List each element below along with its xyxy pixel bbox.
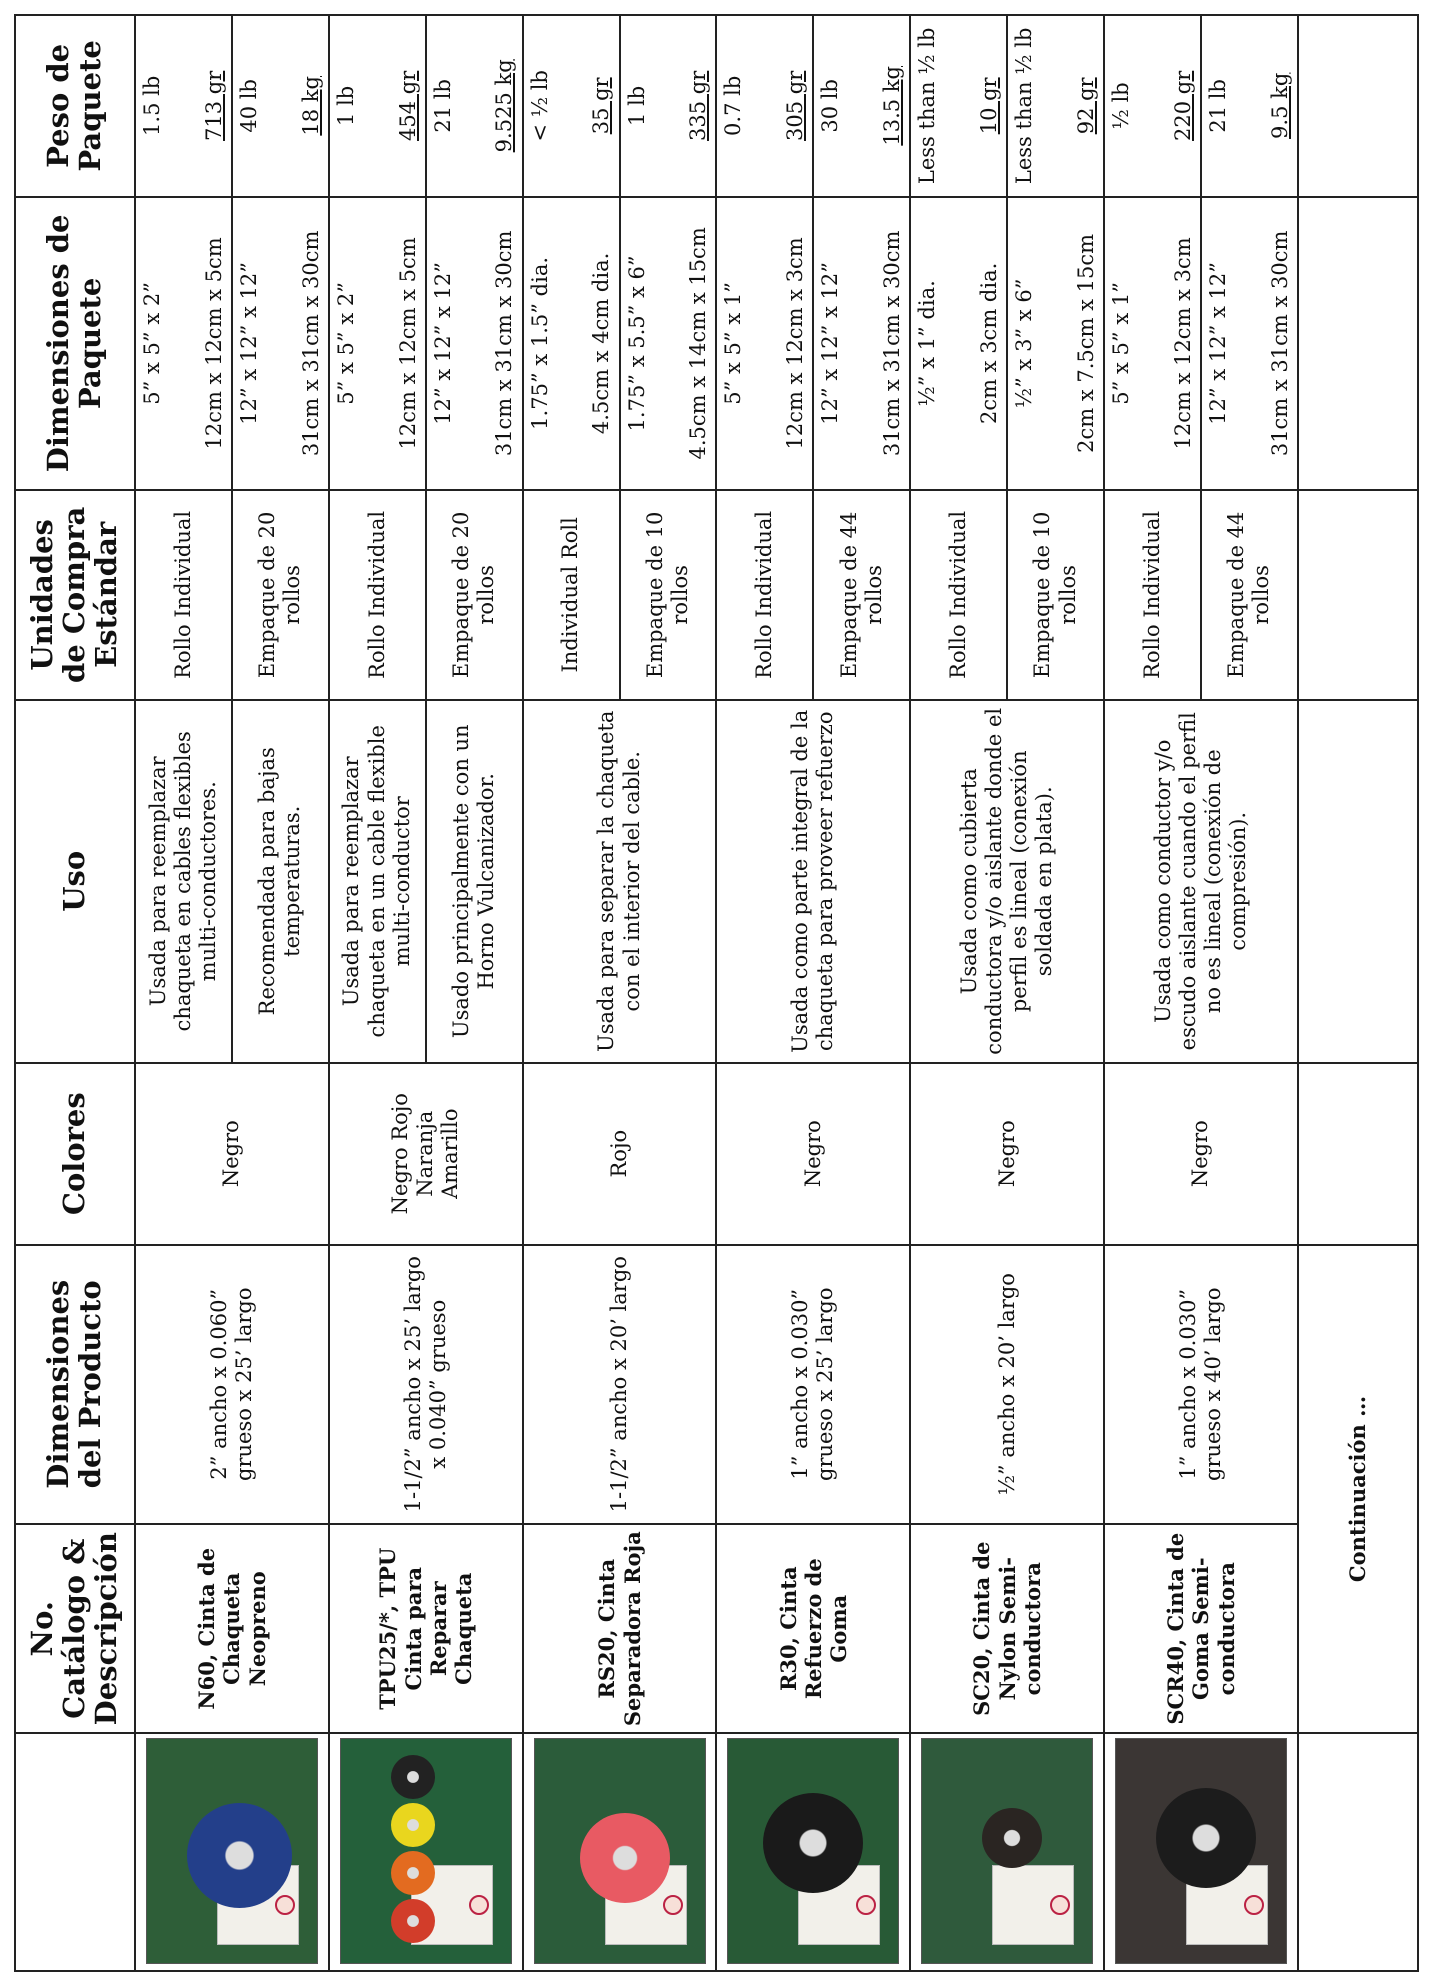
package-weight-imperial: 1 lb [333,85,358,126]
package-weight-imperial: 21 lb [1205,79,1230,133]
package-weight-single [1104,15,1201,197]
product-row [135,15,232,1971]
continuation-blank [1298,490,1418,700]
header-catalog: No. Catálogo & Descripción [15,1524,135,1734]
package-dims-metric: 31cm x 31cm x 30cm [298,230,323,457]
package-weight-imperial: < ½ lb [527,70,552,142]
package-dims-single [523,197,620,490]
continuation-label: Continuación … [1298,1245,1418,1734]
package-dims-metric: 12cm x 12cm x 5cm [201,237,226,450]
unit-single: Rollo Individual [910,490,1007,700]
package-weight-imperial: 30 lb [818,79,843,133]
unit-single: Rollo Individual [329,490,426,700]
continuation-row [1298,15,1418,1971]
continuation-blank [1298,1063,1418,1245]
unit-single: Individual Roll [523,490,620,700]
package-weight-pack [1201,15,1298,197]
package-dims-metric: 12cm x 12cm x 5cm [395,237,420,450]
package-dims-imperial: 5” x 5” x 2” [140,282,164,405]
tape-roll-icon [391,1851,435,1895]
product-photo-cell [1104,1734,1298,1972]
product-colors: Negro [910,1063,1104,1245]
package-weight-metric: 9.525 kg [492,59,517,153]
product-catalog-table [14,14,1419,1972]
header-use: Uso [15,700,135,1063]
continuation-blank [1298,15,1418,197]
package-dims-single [910,197,1007,490]
logo-icon [1244,1895,1264,1915]
package-weight-imperial: 21 lb [430,79,455,133]
package-weight-pack [232,15,329,197]
continuation-blank [1298,1734,1418,1972]
tape-roll-icon [391,1899,435,1943]
product-use-note: Recomendada para bajas temperaturas. [232,700,329,1063]
package-dims-imperial: 12” x 12” x 12” [430,262,455,425]
package-weight-metric: 335 gr [686,70,711,141]
package-weight-pack [813,15,910,197]
product-photo [727,1739,899,1965]
package-weight-metric: 220 gr [1170,70,1195,141]
package-dims-pack [620,197,717,490]
product-colors: Negro Rojo Naranja Amarillo [329,1063,523,1245]
product-dimensions: ½” ancho x 20’ largo [910,1245,1104,1524]
package-weight-metric: 305 gr [783,70,808,141]
product-dimensions: 1-1/2” ancho x 25’ largo x 0.040” grueso [329,1245,523,1524]
product-colors: Negro [1104,1063,1298,1245]
package-weight-single [716,15,813,197]
product-photo-cell [910,1734,1104,1972]
tape-roll-icon [391,1755,435,1799]
product-colors: Negro [716,1063,910,1245]
product-description: SC20, Cinta de Nylon Semi-conductora [910,1524,1104,1734]
logo-icon [469,1895,489,1915]
package-weight-single [910,15,1007,197]
product-dimensions: 2” ancho x 0.060” grueso x 25’ largo [135,1245,329,1524]
product-use: Usada como cubierta conductora y/o aislante donde el perfil es lineal (conexión soldada en plata). [910,700,1104,1063]
package-dims-imperial: 1.75” x 5.5” x 6” [624,255,649,432]
package-weight-single [523,15,620,197]
package-dims-metric: 12cm x 12cm x 3cm [1170,237,1195,450]
package-dims-pack [813,197,910,490]
logo-icon [275,1895,295,1915]
package-weight-pack [426,15,523,197]
product-description: R30, Cinta Refuerzo de Goma [716,1524,910,1734]
product-dimensions: 1” ancho x 0.030” grueso x 25’ largo [716,1245,910,1524]
product-use: Usada como conductor y/o escudo aislante cuando el perfil no es lineal (conexión de compresión). [1104,700,1298,1063]
package-weight-imperial: 1.5 lb [140,75,164,136]
package-weight-metric: 13.5 kg [880,66,905,146]
package-dims-metric: 31cm x 31cm x 30cm [1267,230,1292,457]
product-description: TPU25/*, TPU Cinta para Reparar Chaqueta [329,1524,523,1734]
package-dims-imperial: 12” x 12” x 12” [818,262,843,425]
product-use: Usada para reemplazar chaqueta en cables flexibles multi-conductores. [135,700,232,1063]
package-dims-metric: 4.5cm x 14cm x 15cm [686,227,711,460]
package-dims-metric: 31cm x 31cm x 30cm [492,230,517,457]
product-photo-cell [523,1734,717,1972]
product-dimensions: 1-1/2” ancho x 20’ largo [523,1245,717,1524]
product-use: Usada como parte integral de la chaqueta para proveer refuerzo [716,700,910,1063]
package-dims-metric: 2cm x 3cm dia. [976,262,1001,425]
product-row [523,15,620,1971]
package-weight-imperial: Less than ½ lb [1012,27,1037,185]
unit-pack: Empaque de 10 rollos [1007,490,1104,700]
header-colors: Colores [15,1063,135,1245]
package-weight-metric: 454 gr [395,70,420,141]
tape-roll-icon [187,1803,292,1908]
package-dims-imperial: ½” x 3” x 6” [1012,278,1037,409]
product-photo [1115,1739,1287,1965]
package-dims-metric: 4.5cm x 4cm dia. [589,252,614,435]
package-dims-pack [232,197,329,490]
header-package-weight: Peso de Paquete [15,15,135,197]
product-photo-cell [135,1734,329,1972]
package-dims-single [135,197,232,490]
package-weight-imperial: 1 lb [624,85,649,126]
product-use: Usada para reemplazar chaqueta en un cable flexible multi-conductor [329,700,426,1063]
product-dimensions: 1” ancho x 0.030” grueso x 40’ largo [1104,1245,1298,1524]
package-dims-imperial: 12” x 12” x 12” [236,262,261,425]
package-weight-pack [1007,15,1104,197]
package-weight-imperial: ½ lb [1109,82,1134,130]
package-dims-imperial: 12” x 12” x 12” [1205,262,1230,425]
product-photo-cell [329,1734,523,1972]
continuation-blank [1298,700,1418,1063]
package-dims-imperial: 5” x 5” x 1” [1109,282,1134,405]
package-dims-metric: 31cm x 31cm x 30cm [880,230,905,457]
package-weight-imperial: Less than ½ lb [915,27,940,185]
package-weight-metric: 18 kg [298,76,323,136]
logo-icon [663,1895,683,1915]
product-description: SCR40, Cinta de Goma Semi-conductora [1104,1524,1298,1734]
tape-roll-icon [391,1803,435,1847]
tape-roll-icon [982,1808,1042,1868]
product-use: Usada para separar la chaqueta con el interior del cable. [523,700,717,1063]
product-row [910,15,1007,1971]
tape-roll-icon [1156,1788,1256,1888]
product-photo [146,1739,318,1965]
unit-pack: Empaque de 44 rollos [813,490,910,700]
tape-roll-icon [580,1813,670,1903]
product-photo [340,1739,512,1965]
unit-pack: Empaque de 20 rollos [232,490,329,700]
unit-pack: Empaque de 44 rollos [1201,490,1298,700]
rotated-page [14,14,1419,1972]
product-photo [534,1739,706,1965]
package-weight-metric: 713 gr [201,70,226,141]
product-description: RS20, Cinta Separadora Roja [523,1524,717,1734]
package-dims-imperial: 1.75” x 1.5” dia. [527,256,552,430]
package-dims-imperial: ½” x 1” dia. [915,280,940,407]
header-row [15,15,135,1971]
package-weight-metric: 35 gr [589,77,614,135]
product-colors: Negro [135,1063,329,1245]
package-dims-pack [1007,197,1104,490]
package-weight-single [329,15,426,197]
header-product-dims: Dimensiones del Producto [15,1245,135,1524]
package-dims-metric: 2cm x 7.5cm x 15cm [1073,233,1098,453]
unit-single: Rollo Individual [716,490,813,700]
package-weight-metric: 9.5 kg [1267,72,1292,139]
unit-pack: Empaque de 20 rollos [426,490,523,700]
tape-roll-icon [763,1793,863,1893]
package-weight-metric: 10 gr [976,77,1001,135]
product-photo-cell [716,1734,910,1972]
header-package-dims: Dimensiones de Paquete [15,197,135,490]
package-dims-pack [1201,197,1298,490]
package-dims-imperial: 5” x 5” x 2” [333,282,358,405]
package-weight-imperial: 0.7 lb [721,75,746,136]
package-dims-metric: 12cm x 12cm x 3cm [783,237,808,450]
package-dims-pack [426,197,523,490]
unit-pack: Empaque de 10 rollos [620,490,717,700]
package-dims-single [716,197,813,490]
package-dims-single [1104,197,1201,490]
product-colors: Rojo [523,1063,717,1245]
header-photo [15,1734,135,1972]
product-row [1104,15,1201,1971]
continuation-blank [1298,197,1418,490]
product-photo [921,1739,1093,1965]
header-units: Unidades de Compra Estándar [15,490,135,700]
package-weight-metric: 92 gr [1073,77,1098,135]
package-dims-imperial: 5” x 5” x 1” [721,282,746,405]
product-use-note: Usado principalmente con un Horno Vulcanizador. [426,700,523,1063]
product-row [329,15,426,1971]
unit-single: Rollo Individual [1104,490,1201,700]
unit-single: Rollo Individual [135,490,232,700]
package-weight-single [135,15,232,197]
product-row [716,15,813,1971]
package-weight-imperial: 40 lb [236,79,261,133]
package-weight-pack [620,15,717,197]
package-dims-single [329,197,426,490]
product-description: N60, Cinta de Chaqueta Neopreno [135,1524,329,1734]
